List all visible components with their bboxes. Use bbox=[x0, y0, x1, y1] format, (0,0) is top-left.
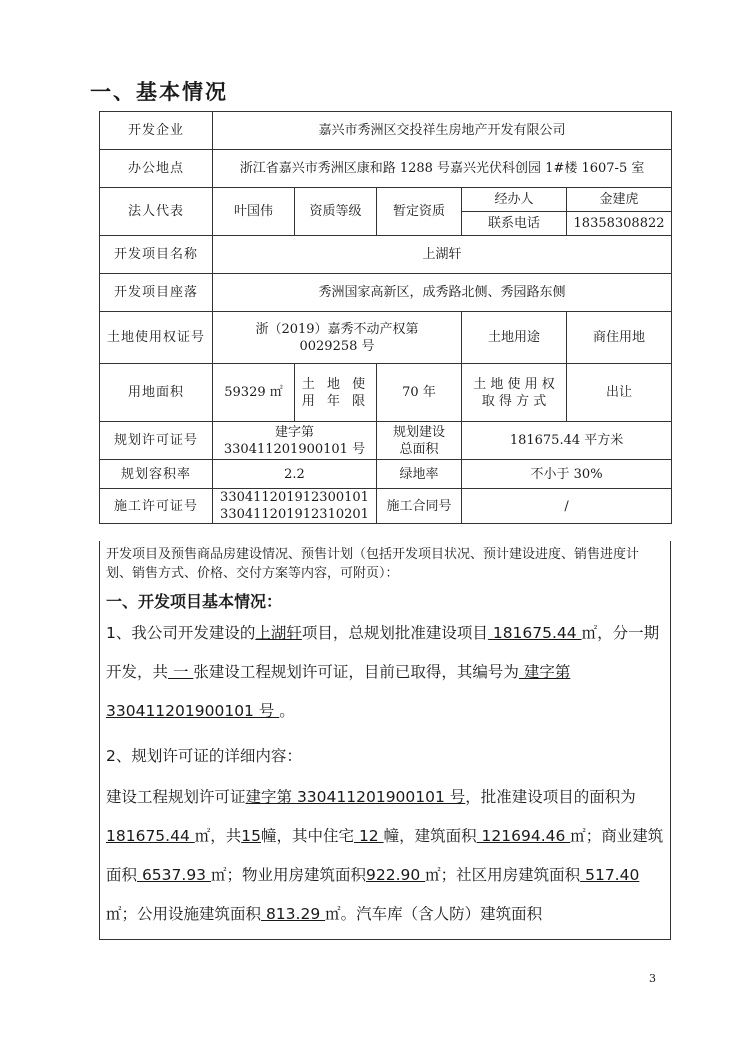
page-number: 3 bbox=[649, 972, 656, 985]
row-project-location bbox=[100, 274, 672, 312]
paragraph-1 bbox=[100, 612, 670, 731]
qualification-value: 暂定资质 bbox=[377, 188, 462, 236]
p3-text-i: ㎡；公用设施建筑面积 bbox=[106, 905, 262, 923]
land-cert-label: 土地使用权证号 bbox=[100, 312, 213, 364]
legal-rep-value: 叶国伟 bbox=[213, 188, 295, 236]
phone-value: 18358308822 bbox=[567, 212, 672, 236]
project-location-value: 秀洲国家高新区，成秀路北侧、秀园路东侧 bbox=[213, 274, 672, 312]
qualification-label: 资质等级 bbox=[295, 188, 377, 236]
land-cert-value-line2: 0029258 号 bbox=[299, 338, 375, 354]
planning-area-label bbox=[377, 422, 462, 460]
p3-text-d: 幢，其中住宅 bbox=[261, 827, 355, 845]
p1-text-c: ㎡，分一期开发，共 bbox=[106, 624, 660, 681]
land-use-label: 土地用途 bbox=[462, 312, 567, 364]
planning-area-label-line2: 总面积 bbox=[399, 441, 439, 457]
contract-label: 施工合同号 bbox=[377, 489, 462, 524]
office-label: 办公地点 bbox=[100, 150, 213, 188]
project-name-label: 开发项目名称 bbox=[100, 236, 213, 274]
p1-text-b: 项目，总规划批准建设项目 bbox=[301, 624, 488, 642]
green-label: 绿地率 bbox=[377, 460, 462, 489]
construction-permit-label: 施工许可证号 bbox=[100, 489, 213, 524]
land-cert-value bbox=[213, 312, 462, 364]
p1-text-d: 张建设工程规划许可证，目前已取得，其编号为 bbox=[193, 663, 519, 681]
row-land-area bbox=[100, 364, 672, 422]
p3-text-e: 幢，建筑面积 bbox=[383, 827, 477, 845]
p3-text-g: ㎡；物业用房建筑面积 bbox=[210, 866, 366, 884]
p3-text-a: 建设工程规划许可证 bbox=[106, 788, 246, 806]
handler-label: 经办人 bbox=[462, 188, 567, 212]
row-project-name bbox=[100, 236, 672, 274]
row-planning-permit bbox=[100, 422, 672, 460]
planning-area-value: 181675.44 平方米 bbox=[462, 422, 672, 460]
basic-info-table bbox=[99, 111, 672, 524]
p3-building-count: 15 bbox=[241, 827, 261, 845]
contract-value: / bbox=[462, 489, 672, 524]
land-area-label: 用地面积 bbox=[100, 364, 213, 422]
land-term-label-line2: 用 年 限 bbox=[301, 393, 370, 409]
developer-label: 开发企业 bbox=[100, 112, 213, 150]
p3-text-h: ㎡；社区用房建筑面积 bbox=[425, 866, 581, 884]
land-use-value: 商住用地 bbox=[567, 312, 672, 364]
section-heading: 一、基本情况 bbox=[90, 79, 228, 104]
row-office bbox=[100, 150, 672, 188]
land-method-value: 出让 bbox=[567, 364, 672, 422]
p1-text-a: 1、我公司开发建设的 bbox=[106, 624, 256, 642]
planning-permit-value-line2: 330411201900101 号 bbox=[223, 441, 366, 457]
p3-total-area: 181675.44 bbox=[106, 827, 195, 845]
p3-permit-number: 建字第 330411201900101 号 bbox=[245, 788, 466, 806]
handler-value: 金建虎 bbox=[567, 188, 672, 212]
planning-permit-value bbox=[213, 422, 377, 460]
land-term-value: 70 年 bbox=[377, 364, 462, 422]
land-term-label bbox=[295, 364, 377, 422]
construction-permit-value-line1: 330411201912300101 bbox=[220, 490, 369, 505]
planning-area-label-line1: 规划建设 bbox=[392, 424, 445, 440]
p3-public-area: 813.29 bbox=[261, 905, 326, 923]
green-value: 不小于 30% bbox=[462, 460, 672, 489]
planning-permit-value-line1: 建字第 bbox=[274, 424, 314, 440]
row-land-cert bbox=[100, 312, 672, 364]
p3-property-area: 922.90 bbox=[365, 866, 426, 884]
row-far bbox=[100, 460, 672, 489]
p3-text-c: ㎡，共 bbox=[194, 827, 242, 845]
p3-commercial-area: 6537.93 bbox=[137, 866, 211, 884]
section-title: 一、开发项目基本情况： bbox=[106, 592, 283, 611]
land-area-value: 59329 ㎡ bbox=[213, 364, 295, 422]
far-value: 2.2 bbox=[213, 460, 377, 489]
row-construction-permit bbox=[100, 489, 672, 524]
developer-value: 嘉兴市秀洲区交投祥生房地产开发有限公司 bbox=[213, 112, 672, 150]
far-label: 规划容积率 bbox=[100, 460, 213, 489]
construction-permit-value-line2: 330411201912310201 bbox=[220, 507, 369, 522]
row-developer bbox=[100, 112, 672, 150]
p3-text-f: ㎡；商业建筑面积 bbox=[106, 827, 664, 884]
row-legal-rep bbox=[100, 188, 672, 212]
p1-project-name: 上湖轩 bbox=[255, 624, 302, 642]
p3-residential-count: 12 bbox=[354, 827, 384, 845]
project-location-label: 开发项目座落 bbox=[100, 274, 213, 312]
planning-permit-label: 规划许可证号 bbox=[100, 422, 213, 460]
land-term-label-line1: 土 地 使 bbox=[301, 376, 370, 392]
p3-text-j: ㎡。汽车库（含人防）建筑面积 bbox=[325, 905, 543, 923]
p3-residential-area: 121694.46 bbox=[476, 827, 571, 845]
p3-community-area: 517.40 bbox=[580, 866, 640, 884]
p1-total-area: 181675.44 bbox=[487, 624, 582, 642]
land-cert-value-line1: 浙（2019）嘉秀不动产权第 bbox=[255, 321, 419, 337]
land-method-label bbox=[462, 364, 567, 422]
legal-rep-label: 法人代表 bbox=[100, 188, 213, 236]
land-method-label-line1: 土 地 使 用 权 bbox=[473, 376, 555, 392]
project-description-box bbox=[99, 541, 671, 940]
phone-label: 联系电话 bbox=[462, 212, 567, 236]
land-method-label-line2: 取 得 方 式 bbox=[481, 393, 547, 409]
paragraph-2: 2、规划许可证的详细内容： bbox=[106, 747, 302, 765]
project-name-value: 上湖轩 bbox=[213, 236, 672, 274]
p1-text-e: 。 bbox=[279, 702, 295, 720]
paragraph-3 bbox=[100, 776, 670, 934]
construction-permit-value bbox=[213, 489, 377, 524]
office-value: 浙江省嘉兴市秀洲区康和路 1288 号嘉兴光伏科创园 1#楼 1607-5 室 bbox=[213, 150, 672, 188]
p1-permit-number: 建字第 330411201900101 号 bbox=[106, 663, 571, 720]
p1-permit-count: 一 bbox=[168, 663, 194, 681]
p3-text-b: ，批准建设项目的面积为 bbox=[465, 788, 636, 806]
intro-text: 开发项目及预售商品房建设情况、预售计划（包括开发项目状况、预计建设进度、销售进度计划、销售方式、价格、交付方案等内容，可附页）： bbox=[106, 547, 640, 581]
